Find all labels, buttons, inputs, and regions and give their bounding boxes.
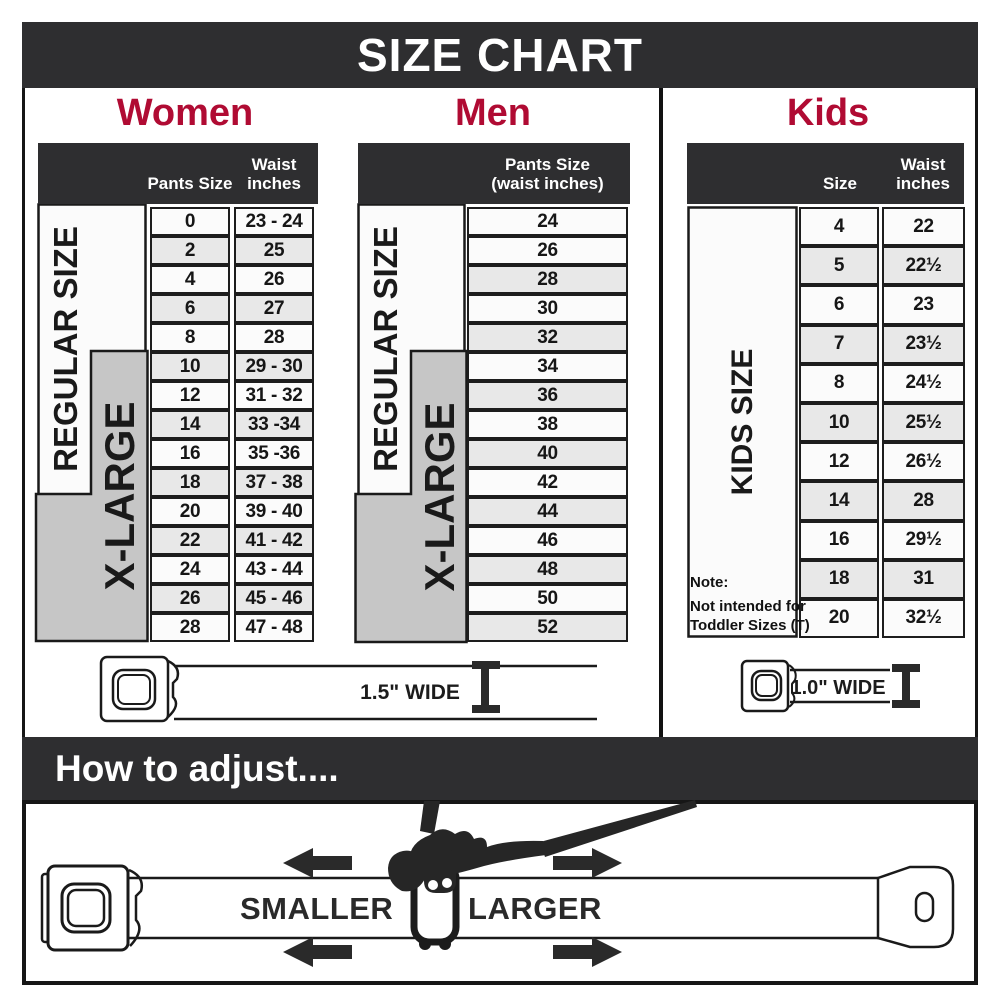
table-row: [150, 236, 314, 265]
table-row: [467, 555, 628, 584]
table-row: [467, 265, 628, 294]
women-table-body: [150, 207, 314, 642]
waist-cell: 29 - 30: [234, 352, 314, 381]
waist-cell: 31 - 32: [234, 381, 314, 410]
pants-size-cell: 28: [150, 613, 230, 642]
table-row: [150, 526, 314, 555]
table-row: [150, 265, 314, 294]
men-xlarge-label: X-LARGE: [416, 402, 463, 592]
pants-size-cell: 34: [467, 352, 628, 381]
pants-size-cell: 22: [150, 526, 230, 555]
table-row: [467, 468, 628, 497]
waist-cell: 27: [234, 294, 314, 323]
size-cell: 10: [799, 403, 879, 442]
waist-cell: 29½: [882, 521, 965, 560]
waist-cell: 23: [882, 285, 965, 324]
table-row: [150, 207, 314, 236]
pants-size-cell: 40: [467, 439, 628, 468]
width-marker-icon: [472, 661, 500, 713]
waist-cell: 35 -36: [234, 439, 314, 468]
waist-cell: 47 - 48: [234, 613, 314, 642]
table-row: [799, 285, 965, 324]
howto-heading: How to adjust....: [55, 747, 339, 789]
men-heading: Men: [455, 92, 531, 134]
waist-cell: 41 - 42: [234, 526, 314, 555]
pants-size-cell: 4: [150, 265, 230, 294]
women-heading: Women: [116, 92, 254, 134]
table-row: [467, 410, 628, 439]
table-row: [799, 403, 965, 442]
size-cell: 20: [799, 599, 879, 638]
kids-belt-width-label: 1.0" WIDE: [790, 677, 886, 699]
table-row: [150, 555, 314, 584]
pants-size-cell: 16: [150, 439, 230, 468]
table-row: [150, 381, 314, 410]
waist-cell: 23 - 24: [234, 207, 314, 236]
table-row: [150, 294, 314, 323]
table-row: [467, 439, 628, 468]
buckle-connector: [168, 661, 178, 717]
waist-cell: 26½: [882, 442, 965, 481]
waist-cell: 37 - 38: [234, 468, 314, 497]
pants-size-cell: 2: [150, 236, 230, 265]
table-row: [150, 410, 314, 439]
size-cell: 5: [799, 246, 879, 285]
page-title: SIZE CHART: [357, 29, 643, 81]
pants-size-cell: 50: [467, 584, 628, 613]
women-regular-size-label: REGULAR SIZE: [47, 226, 84, 472]
table-row: [799, 364, 965, 403]
men-pants-size-header: Pants Size (waist inches): [491, 154, 604, 193]
table-row: [467, 526, 628, 555]
pulled-strap: [540, 800, 697, 857]
waist-cell: 25: [234, 236, 314, 265]
table-row: [467, 323, 628, 352]
table-row: [150, 323, 314, 352]
size-cell: 14: [799, 481, 879, 520]
size-cell: 12: [799, 442, 879, 481]
larger-label: LARGER: [468, 891, 602, 926]
size-cell: 4: [799, 207, 879, 246]
waist-cell: 22½: [882, 246, 965, 285]
size-cell: 8: [799, 364, 879, 403]
waist-cell: 25½: [882, 403, 965, 442]
waist-cell: 24½: [882, 364, 965, 403]
left-arrow-icon: [283, 848, 352, 878]
table-row: [799, 442, 965, 481]
waist-cell: 45 - 46: [234, 584, 314, 613]
pants-size-cell: 12: [150, 381, 230, 410]
size-cell: 6: [799, 285, 879, 324]
table-row: [467, 497, 628, 526]
pants-size-cell: 0: [150, 207, 230, 236]
waist-cell: 26: [234, 265, 314, 294]
width-marker-icon: [892, 664, 920, 708]
note-title: Note:: [690, 574, 729, 591]
waist-cell: 28: [234, 323, 314, 352]
size-cell: 7: [799, 325, 879, 364]
waist-cell: 43 - 44: [234, 555, 314, 584]
waist-cell: 23½: [882, 325, 965, 364]
table-row: [799, 207, 965, 246]
waist-cell: 32½: [882, 599, 965, 638]
pants-size-cell: 30: [467, 294, 628, 323]
table-row: [799, 560, 965, 599]
pants-size-cell: 6: [150, 294, 230, 323]
kids-heading: Kids: [786, 92, 870, 134]
adult-belt-width-label: 1.5" WIDE: [360, 681, 460, 704]
table-row: [150, 497, 314, 526]
pants-size-cell: 18: [150, 468, 230, 497]
table-row: [150, 352, 314, 381]
section-divider: [659, 88, 663, 737]
table-row: [150, 439, 314, 468]
size-chart-banner: [22, 22, 978, 88]
kids-table-body: [799, 207, 965, 638]
belt-tip-slot: [916, 893, 933, 921]
table-row: [799, 246, 965, 285]
waist-cell: 22: [882, 207, 965, 246]
pants-size-cell: 46: [467, 526, 628, 555]
pants-size-cell: 26: [467, 236, 628, 265]
right-arrow-icon: [553, 848, 622, 878]
table-row: [799, 325, 965, 364]
adjust-belt-illustration: [42, 800, 953, 967]
pants-size-cell: 14: [150, 410, 230, 439]
kids-waist-header: Waist inches: [896, 154, 950, 193]
pants-size-cell: 38: [467, 410, 628, 439]
waist-cell: 28: [882, 481, 965, 520]
women-waist-header: Waist inches: [247, 154, 301, 193]
table-row: [467, 236, 628, 265]
pants-size-cell: 24: [150, 555, 230, 584]
buckle-connector: [129, 870, 142, 946]
table-row: [150, 584, 314, 613]
table-row: [467, 584, 628, 613]
adult-belt-illustration: [101, 657, 597, 721]
left-arrow-icon: [283, 937, 352, 967]
waist-cell: 33 -34: [234, 410, 314, 439]
pants-size-cell: 28: [467, 265, 628, 294]
pants-size-cell: 24: [467, 207, 628, 236]
pants-size-cell: 10: [150, 352, 230, 381]
table-row: [799, 521, 965, 560]
right-arrow-icon: [553, 937, 622, 967]
table-row: [467, 207, 628, 236]
table-row: [150, 613, 314, 642]
pants-size-cell: 42: [467, 468, 628, 497]
waist-cell: 39 - 40: [234, 497, 314, 526]
pants-size-cell: 48: [467, 555, 628, 584]
women-xlarge-label: X-LARGE: [96, 401, 143, 591]
size-cell: 18: [799, 560, 879, 599]
men-table-body: [467, 207, 628, 642]
men-regular-size-label: REGULAR SIZE: [367, 226, 404, 472]
women-pants-size-header: Pants Size: [147, 173, 233, 193]
smaller-label: SMALLER: [240, 891, 394, 926]
pants-size-cell: 8: [150, 323, 230, 352]
kids-size-header: Size: [822, 173, 858, 193]
pants-size-cell: 44: [467, 497, 628, 526]
table-row: [799, 481, 965, 520]
kids-size-label: KIDS SIZE: [726, 348, 759, 496]
pants-size-cell: 52: [467, 613, 628, 642]
pants-size-cell: 36: [467, 381, 628, 410]
table-row: [467, 613, 628, 642]
kids-note: [690, 574, 812, 635]
table-row: [150, 468, 314, 497]
table-row: [467, 352, 628, 381]
pants-size-cell: 32: [467, 323, 628, 352]
table-row: [799, 599, 965, 638]
table-row: [467, 294, 628, 323]
pants-size-cell: 26: [150, 584, 230, 613]
note-body: Not intended for Toddler Sizes (T): [690, 597, 810, 634]
waist-cell: 31: [882, 560, 965, 599]
size-cell: 16: [799, 521, 879, 560]
table-row: [467, 381, 628, 410]
pants-size-cell: 20: [150, 497, 230, 526]
